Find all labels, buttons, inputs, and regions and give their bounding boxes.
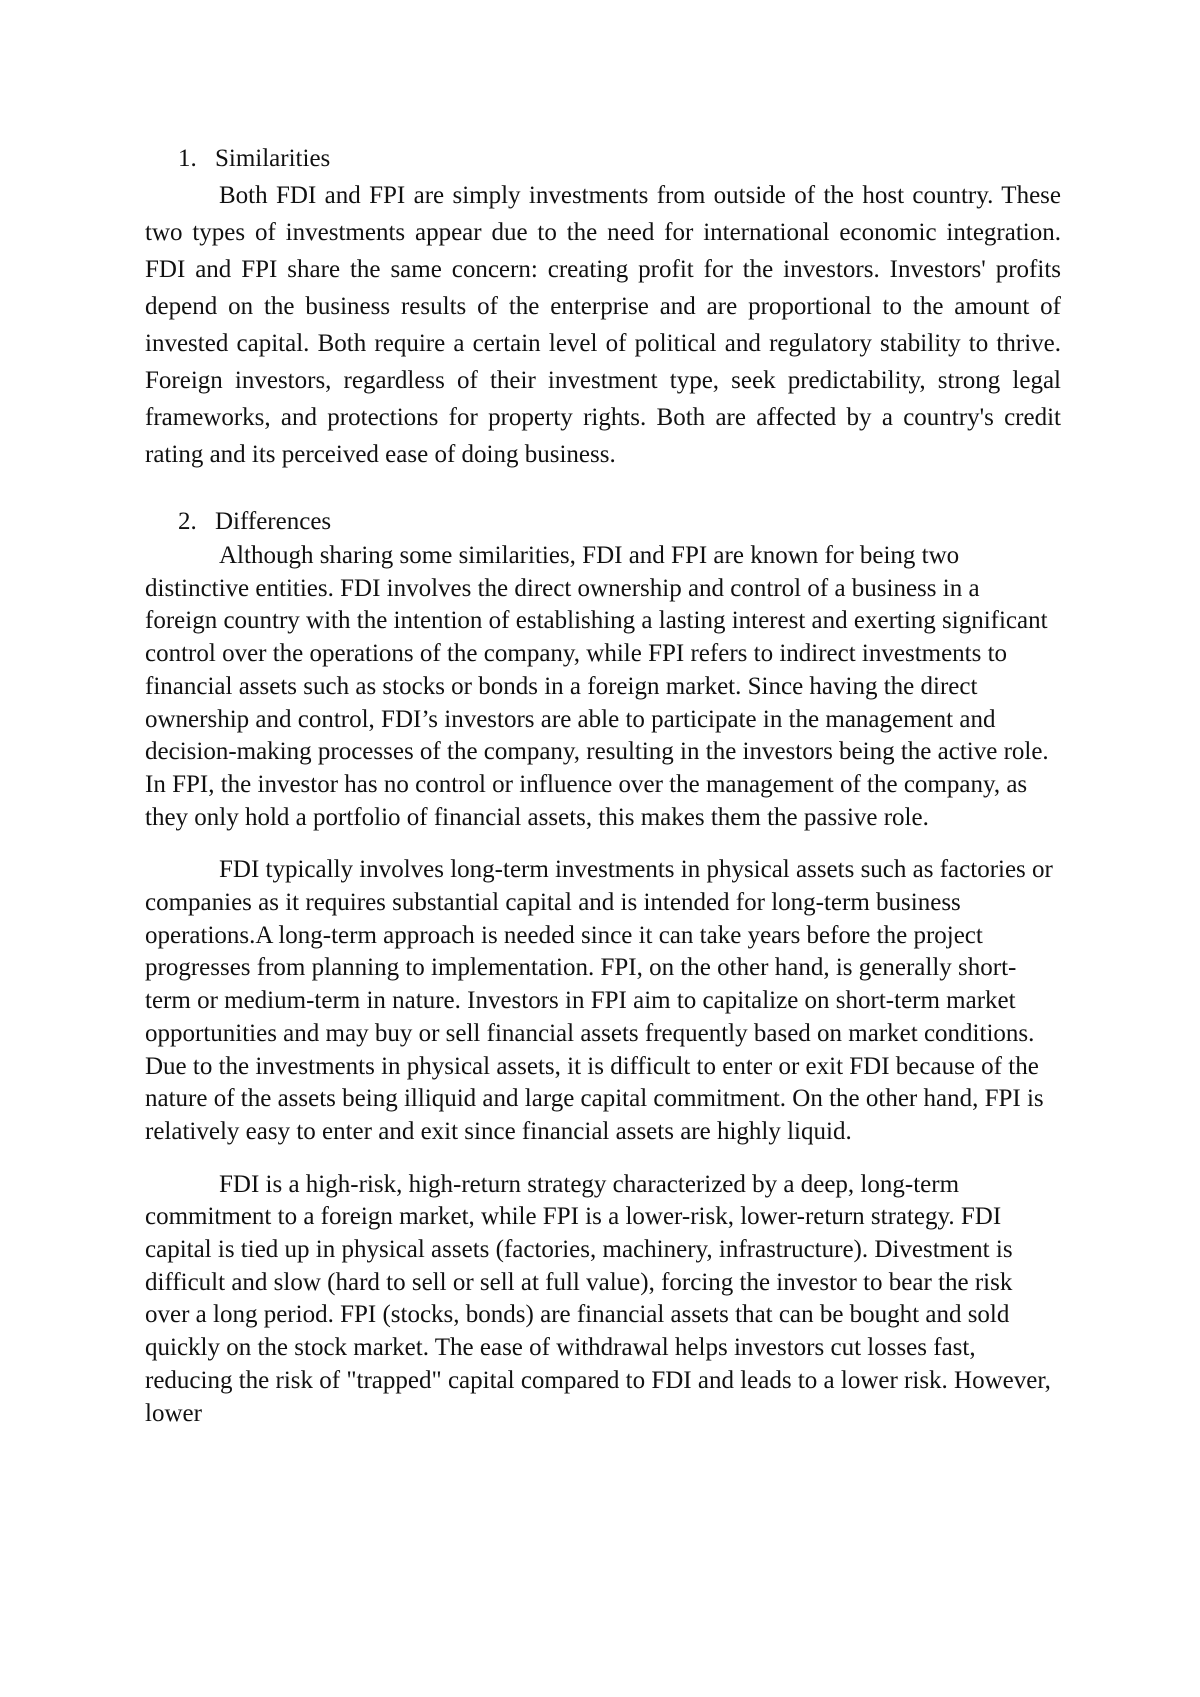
paragraph-spacer bbox=[145, 1149, 1061, 1169]
similarities-paragraph: Both FDI and FPI are simply investments from outside of the host country. These two types of investments appear due to the need for international economic integration. FDI and FPI share the same concern: creating profit for the investors. Investors' profits depend on the business results of the enterprise and are proportional to the amount of invested capital. Both require a certain level of political and regulatory stability to thrive. Foreign investors, regardless of their investment type, seek predictability, strong legal frameworks, and protections for property rights. Both are affected by a country's credit rating and its perceived ease of doing business. bbox=[145, 182, 1061, 468]
differences-paragraph-duration: FDI typically involves long-term investments in physical assets such as factories or companies as it requires substantial capital and is intended for long-term business operations.A long-term approach is needed since it can take years before the project progresses from planning to implementation. FPI, on the other hand, is generally short-term or medium-term in nature. Investors in FPI aim to capitalize on short-term market opportunities and may buy or sell financial assets frequently based on market conditions. Due to the investments in physical assets, it is difficult to enter or exit FDI because of the nature of the assets being illiquid and large capital commitment. On the other hand, FPI is relatively easy to enter and exit since financial assets are highly liquid. bbox=[145, 856, 1053, 1145]
differences-paragraph-risk: FDI is a high-risk, high-return strategy characterized by a deep, long-term commitment to a foreign market, while FPI is a lower-risk, lower-return strategy. FDI capital is tied up in physical assets (factories, machinery, infrastructure). Divestment is difficult and slow (hard to sell or sell at full value), forcing the investor to bear the risk over a long period. FPI (stocks, bonds) are financial assets that can be bought and sold quickly on the stock market. The ease of withdrawal helps investors cut losses fast, reducing the risk of "trapped" capital compared to FDI and leads to a lower risk. However, lower bbox=[145, 1170, 1051, 1427]
document-page bbox=[145, 140, 1061, 1430]
section-heading-similarities bbox=[145, 140, 1061, 177]
section-spacer bbox=[145, 473, 1061, 503]
section-title: Differences bbox=[215, 508, 332, 535]
differences-paragraph-ownership: Although sharing some similarities, FDI and FPI are known for being two distinctive entities. FDI involves the direct ownership and control of a business in a foreign country with the intention of establishing a lasting interest and exerting significant control over the operations of the company, while FPI refers to indirect investments to financial assets such as stocks or bonds in a foreign market. Since having the direct ownership and control, FDI’s investors are able to participate in the management and decision-making processes of the company, resulting in the investors being the active role. In FPI, the investor has no control or influence over the management of the company, as they only hold a portfolio of financial assets, this makes them the passive role. bbox=[145, 542, 1049, 831]
section-title: Similarities bbox=[215, 145, 331, 172]
section-number: 1. bbox=[178, 145, 197, 172]
section-number: 2. bbox=[178, 508, 197, 535]
paragraph-spacer bbox=[145, 834, 1061, 854]
section-heading-differences bbox=[145, 503, 1061, 540]
